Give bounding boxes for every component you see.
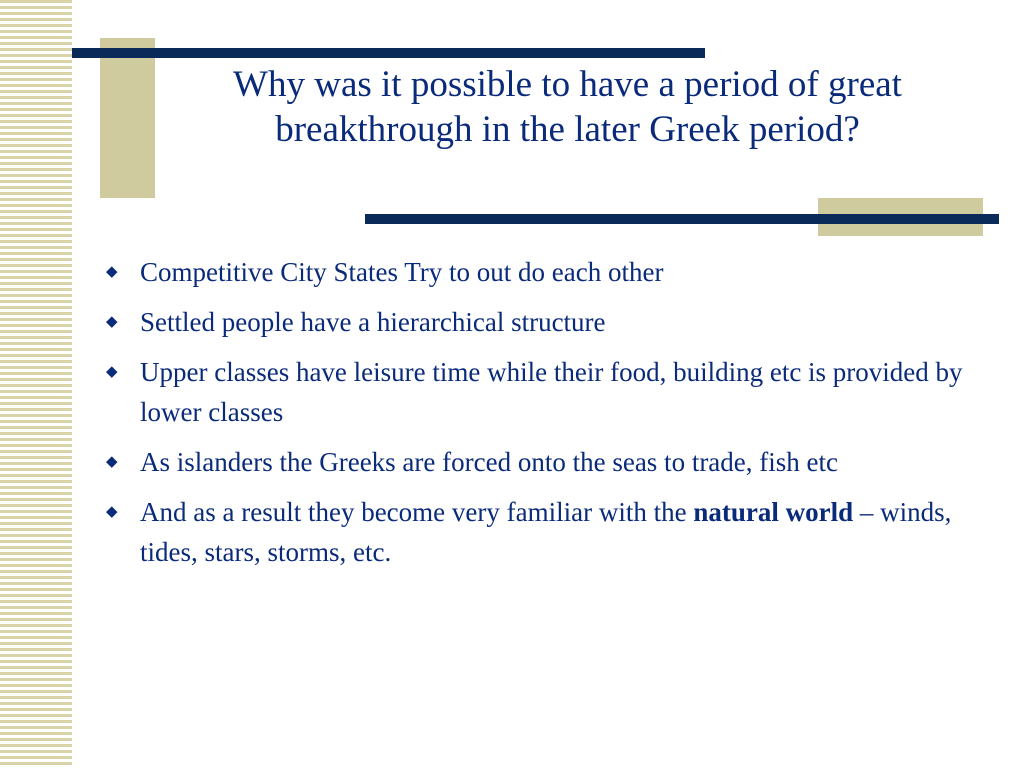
diamond-bullet-icon: ◆ — [106, 454, 118, 470]
diamond-bullet-icon: ◆ — [106, 314, 118, 330]
bullet-item-hierarchy — [104, 302, 964, 342]
bullet-text: Settled people have a hierarchical structure — [140, 307, 606, 337]
bullet-text-after: – winds, tides, stars, storms, etc. — [140, 497, 952, 567]
decorative-stripe-panel — [0, 0, 72, 768]
bullet-bold-phrase: natural world — [693, 497, 854, 527]
bullet-text-before: And as a result they become very familiar with the — [140, 497, 694, 527]
title-rule-bottom — [365, 214, 999, 224]
title-rule-top — [72, 48, 705, 58]
bullet-text: As islanders the Greeks are forced onto the seas to trade, fish etc — [140, 447, 838, 477]
bullet-item-islanders — [104, 442, 964, 482]
bullet-item-leisure — [104, 352, 964, 432]
diamond-bullet-icon: ◆ — [106, 264, 118, 280]
diamond-bullet-icon: ◆ — [106, 504, 118, 520]
accent-block-top — [100, 38, 155, 198]
bullet-item-natural-world — [104, 492, 964, 572]
bullet-item-city-states — [104, 252, 964, 292]
bullet-text: Upper classes have leisure time while their food, building etc is provided by lower classes — [140, 357, 963, 427]
bullet-list — [104, 252, 964, 582]
diamond-bullet-icon: ◆ — [106, 364, 118, 380]
bullet-text: Competitive City States Try to out do each other — [140, 257, 664, 287]
slide-title: Why was it possible to have a period of great breakthrough in the later Greek period? — [233, 64, 902, 150]
